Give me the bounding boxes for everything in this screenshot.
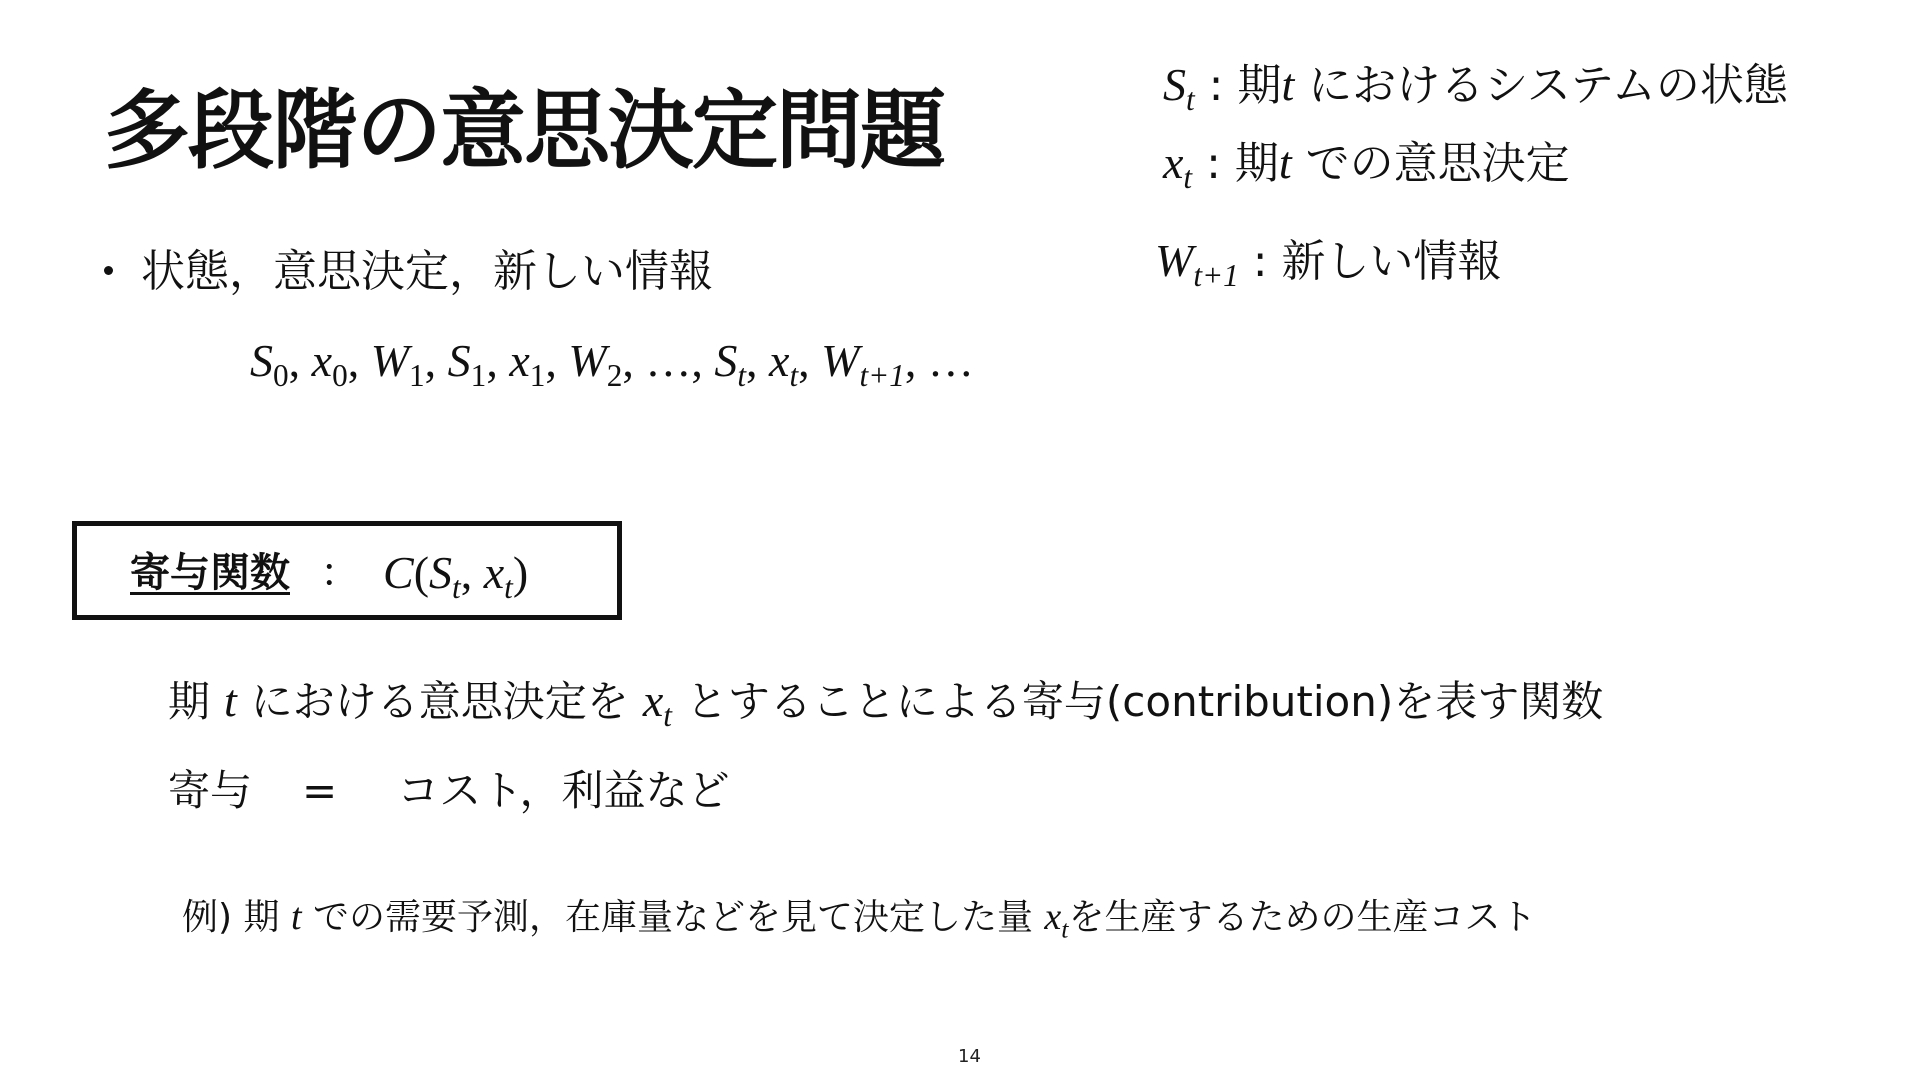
- description-line-2: 寄与 = コスト，利益など: [168, 766, 730, 815]
- legend-state-var: t: [1281, 59, 1295, 110]
- seq-sep: ,: [691, 335, 715, 386]
- bullet-item: [104, 246, 713, 297]
- seq-trailing: , …: [904, 335, 974, 386]
- seq-sep: ,: [424, 335, 448, 386]
- legend-decision-symbol: $x_t$: [1163, 137, 1193, 195]
- seq-term: $S_1$: [447, 335, 487, 393]
- seq-term: $x_0$: [311, 335, 348, 393]
- legend-decision: [1163, 137, 1570, 195]
- bullet-dot-icon: [104, 266, 113, 275]
- seq-sep: ,: [622, 335, 646, 386]
- page-number: 14: [958, 1046, 981, 1067]
- contribution-formula: $C(S_t$, $x_t$): [383, 547, 529, 605]
- legend-decision-var: t: [1278, 137, 1292, 188]
- seq-sep: ,: [798, 335, 822, 386]
- page-title: 多段階の意思決定問題: [104, 81, 944, 181]
- legend-state-text: におけるシステムの状態: [1294, 60, 1788, 111]
- contribution-colon: ：: [320, 550, 360, 596]
- bullet-text: 状態，意思決定，新しい情報: [141, 246, 713, 297]
- seq-sep: ,: [347, 335, 371, 386]
- legend-state-colon: :: [1194, 60, 1238, 111]
- legend-state: [1163, 59, 1788, 117]
- legend-info-colon: :: [1238, 236, 1282, 287]
- seq-term: $S_0$: [250, 335, 289, 393]
- seq-term: $W_2$: [568, 335, 623, 393]
- contribution-label: 寄与関数: [130, 550, 290, 596]
- legend-info: [1155, 235, 1502, 293]
- seq-term: $x_1$: [509, 335, 546, 393]
- legend-decision-prefix: 期: [1234, 138, 1279, 189]
- seq-sep: ,: [746, 335, 770, 386]
- legend-state-symbol: $S_t$: [1163, 59, 1195, 117]
- seq-term: $W_{t+1}$: [821, 335, 905, 393]
- seq-term: $S_t$: [714, 335, 747, 393]
- legend-decision-colon: :: [1192, 138, 1235, 189]
- example-line: 例) 期 t での需要予測，在庫量などを見て決定した量 $x_t$を生産するための生産コスト: [182, 896, 1537, 944]
- legend-info-text: 新しい情報: [1281, 236, 1502, 287]
- sequence-formula: [250, 335, 974, 393]
- description-line-1: 期 t における意思決定を $x_t$ とすることによる寄与(contribution)を表す関数: [168, 675, 1604, 733]
- seq-sep: ,: [545, 335, 569, 386]
- legend-decision-text: での意思決定: [1291, 138, 1570, 189]
- legend-info-symbol: $W_{t+1}$: [1155, 235, 1239, 293]
- seq-term: $W_1$: [370, 335, 425, 393]
- seq-term: $x_t$: [769, 335, 799, 393]
- seq-ellipsis: …: [645, 335, 692, 386]
- seq-sep: ,: [288, 335, 312, 386]
- legend-state-prefix: 期: [1237, 60, 1282, 111]
- seq-sep: ,: [486, 335, 510, 386]
